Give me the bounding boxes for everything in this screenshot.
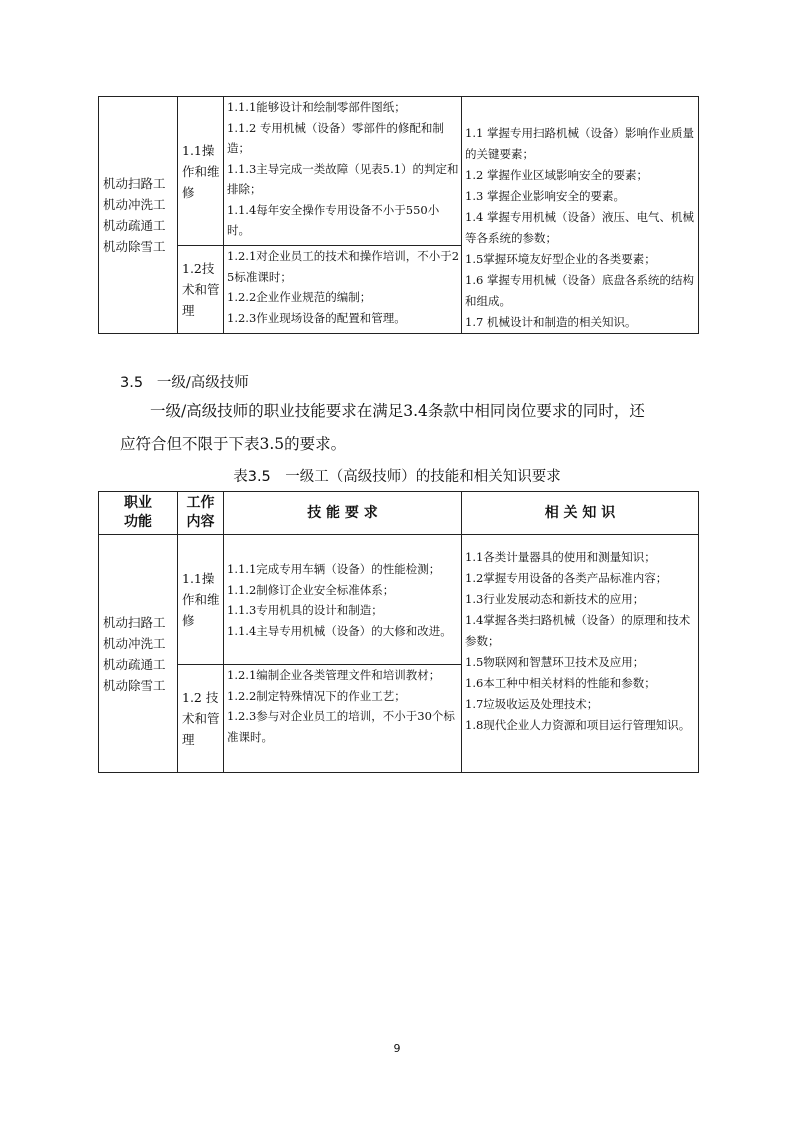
knowledge-item: 1.7 机械设计和制造的相关知识。 — [465, 315, 637, 329]
knowledge-cell — [462, 535, 699, 773]
header-job-function — [99, 492, 178, 535]
header-text: 功能 — [124, 514, 152, 530]
skill-item: 1.2.3参与对企业员工的培训，不小于30个标准课时。 — [227, 709, 455, 744]
job-title: 机动除雪工 — [103, 239, 166, 254]
knowledge-item: 1.7垃圾收运及处理技术； — [465, 697, 599, 711]
header-related-knowledge: 相 关 知 识 — [462, 492, 699, 535]
header-text: 内容 — [186, 514, 215, 530]
skill-item: 1.1.3专用机具的设计和制造； — [227, 603, 383, 617]
skills-table-3-5 — [98, 491, 699, 773]
section-title: 一级/高级技师 — [156, 375, 249, 391]
skills-table-continued — [98, 96, 699, 334]
knowledge-cell — [462, 97, 699, 334]
knowledge-item: 1.5掌握环境友好型企业的各类要素； — [465, 252, 656, 266]
skill-item: 1.1.4每年安全操作专用设备不小于550小时。 — [227, 202, 440, 237]
skill-item: 1.2.2制定特殊情况下的作业工艺； — [227, 688, 406, 703]
skill-item: 1.1.4主导专用机械（设备）的大修和改进。 — [227, 623, 452, 638]
skill-requirements-cell — [224, 97, 462, 246]
work-content-cell: 1.2 技术和管理 — [178, 665, 224, 773]
knowledge-item: 1.3行业发展动态和新技术的应用； — [465, 592, 645, 606]
job-title: 机动扫路工 — [103, 176, 166, 191]
work-content-cell: 1.1操作和维修 — [178, 535, 224, 665]
skill-item: 1.1.1能够设计和绘制零部件图纸； — [227, 100, 406, 114]
job-title: 机动疏通工 — [103, 656, 166, 672]
knowledge-item: 1.2掌握专用设备的各类产品标准内容； — [465, 571, 668, 585]
header-text: 工作 — [186, 495, 215, 511]
skill-item: 1.1.2制修订企业安全标准体系； — [227, 582, 395, 597]
skill-requirements-cell — [224, 246, 462, 334]
job-title: 机动除雪工 — [103, 677, 166, 693]
knowledge-item: 1.6本工种中相关材料的性能和参数； — [465, 676, 656, 690]
paragraph-line: 应符合但不限于下表3.5的要求。 — [120, 435, 347, 453]
knowledge-item: 1.8现代企业人力资源和项目运行管理知识。 — [465, 718, 691, 732]
header-skill-requirements: 技 能 要 求 — [224, 492, 462, 535]
skill-requirements-cell — [224, 535, 462, 665]
knowledge-item: 1.6 掌握专用机械（设备）底盘各系统的结构和组成。 — [465, 273, 694, 308]
work-content-cell: 1.2技术和管理 — [178, 246, 224, 334]
skill-item: 1.2.2企业作业规范的编制； — [227, 290, 372, 305]
section-number: 3.5 — [120, 375, 144, 391]
knowledge-item: 1.3 掌握企业影响安全的要素。 — [465, 189, 625, 203]
job-function-cell — [99, 97, 178, 334]
knowledge-item: 1.1各类计量器具的使用和测量知识； — [465, 550, 656, 564]
skill-requirements-cell — [224, 665, 462, 773]
section-heading — [120, 371, 249, 392]
header-text: 职业 — [124, 495, 152, 511]
skill-item: 1.1.2 专用机械（设备）零部件的修配和制造； — [227, 120, 444, 155]
job-title: 机动疏通工 — [103, 218, 166, 233]
job-function-cell — [99, 535, 178, 773]
skill-item: 1.2.1编制企业各类管理文件和培训教材； — [227, 668, 441, 682]
skill-item: 1.1.3主导完成一类故障（见表5.1）的判定和排除； — [227, 161, 459, 196]
table-caption: 表3.5 一级工（高级技师）的技能和相关知识要求 — [233, 469, 561, 485]
page-number: 9 — [393, 1042, 401, 1055]
knowledge-item: 1.5物联网和智慧环卫技术及应用； — [465, 655, 645, 669]
job-title: 机动扫路工 — [103, 614, 166, 630]
job-title: 机动冲洗工 — [103, 635, 166, 651]
work-content-cell: 1.1操作和维修 — [178, 97, 224, 246]
skill-item: 1.2.1对企业员工的技术和操作培训，不小于25标准课时； — [227, 249, 460, 284]
job-title: 机动冲洗工 — [103, 197, 166, 212]
knowledge-item: 1.4掌握各类扫路机械（设备）的原理和技术参数； — [465, 613, 691, 648]
skill-item: 1.2.3作业现场设备的配置和管理。 — [227, 310, 406, 325]
header-work-content — [178, 492, 224, 535]
skill-item: 1.1.1完成专用车辆（设备）的性能检测； — [227, 562, 441, 576]
knowledge-item: 1.4 掌握专用机械（设备）液压、电气、机械等各系统的参数； — [465, 210, 694, 245]
knowledge-item: 1.2 掌握作业区域影响安全的要素； — [465, 168, 648, 182]
paragraph-line: 一级/高级技师的职业技能要求在满足3.4条款中相同岗位要求的同时，还 — [150, 402, 645, 420]
knowledge-item: 1.1 掌握专用扫路机械（设备）影响作业质量的关键要素； — [465, 126, 694, 161]
